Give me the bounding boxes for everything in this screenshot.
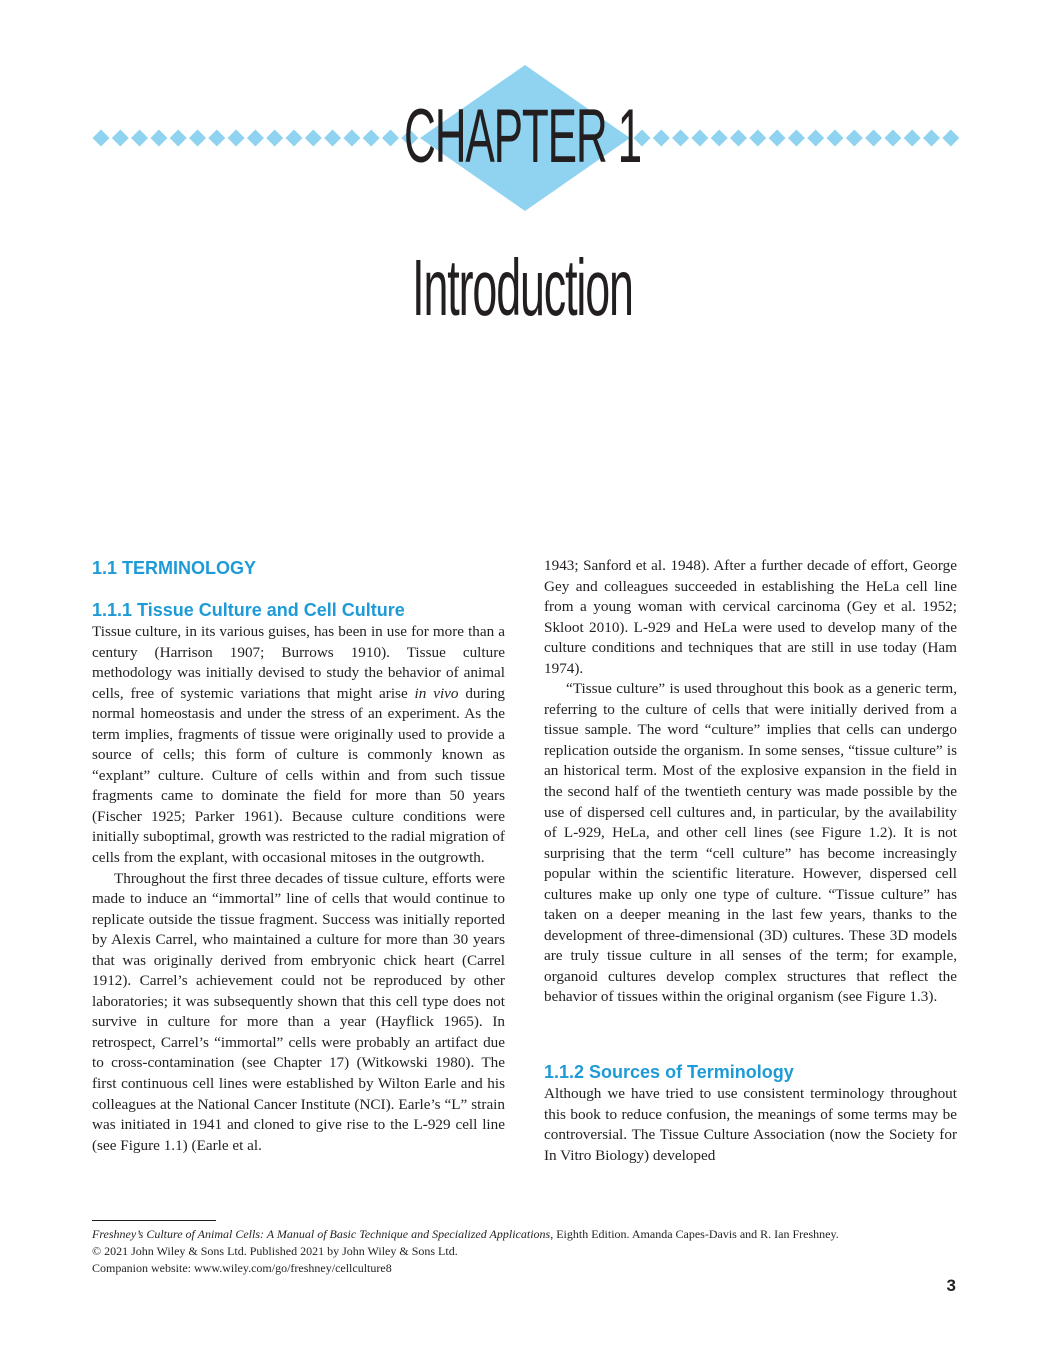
small-diamond	[93, 130, 110, 147]
section-heading-1-1-1: 1.1.1 Tissue Culture and Cell Culture	[92, 600, 405, 620]
paragraph: Although we have tried to use consistent terminology throughout this book to reduce confusion, the meanings of some terms may be controversial. The Tissue Culture Association (now the Society for In Vitro Biology) developed	[544, 1085, 957, 1164]
footnote	[92, 1226, 972, 1277]
section-heading-1-1-2: 1.1.2 Sources of Terminology	[544, 1062, 794, 1083]
left-column	[92, 556, 505, 1156]
small-diamond	[846, 130, 863, 147]
small-diamond	[923, 130, 940, 147]
small-diamond	[112, 130, 129, 147]
page-number: 3	[946, 1276, 956, 1295]
small-diamond	[189, 130, 206, 147]
small-diamond	[942, 130, 959, 147]
small-diamond	[131, 130, 148, 147]
emphasis: in vivo	[414, 684, 459, 702]
small-diamond	[884, 130, 901, 147]
paragraph: Throughout the first three decades of tissue culture, efforts were made to induce an “immortal” line of cells that would continue to replicate outside the tissue fragment. Success was initially reported by Alexis Carrel, who maintained a culture for more than 30 years that was originally derived from embryonic chick heart (Carrel 1912). Carrel’s achievement could not be reproduced by other laboratories; it was subsequently shown that this cell type does not survive in culture for more than a year (Hayflick 1965). In retrospect, Carrel’s “immortal” cells were probably an artifact due to cross-contamination (see Chapter 17) (Witkowski 1980). The first continuous cell lines were established by Wilton Earle and his colleagues at the National Cancer Institute (NCI). Earle’s “L” strain was initiated in 1941 and cloned to give rise to the L-929 cell line (see Figure 1.1) (Earle et al.	[92, 869, 505, 1154]
chapter-label: CHAPTER 1	[404, 94, 641, 179]
small-diamond	[170, 130, 187, 147]
section-heading-1-1: 1.1 TERMINOLOGY	[92, 558, 257, 578]
right-column	[544, 556, 957, 1166]
paragraph: “Tissue culture” is used throughout this book as a generic term, referring to the culture of cells that were initially derived from a tissue sample. The word “culture” implies that cells can undergo replication outside the organism. In some senses, “tissue culture” is an historical term. Most of the explosive expansion in the field in the second half of the twentieth century was made possible by the use of dispersed cell cultures and, in particular, by the availability of L-929, HeLa, and other cell lines (see Figure 1.2). It is not surprising that the term “cell culture” has become increasingly popular within the scientific literature. However, dispersed cell cultures make up only one type of culture. “Tissue culture” has taken on a deeper meaning in the last few years, thanks to the development of three-dimensional (3D) cultures. These 3D models are truly tissue culture in all senses of the term; for example, organoid cultures develop complex structures that reflect the behavior of tissues within the original organism (see Figure 1.3).	[544, 680, 957, 1006]
small-diamond	[827, 130, 844, 147]
footnote-website: Companion website: www.wiley.com/go/freshney/cellculture8	[92, 1261, 392, 1275]
paragraph: 1943; Sanford et al. 1948). After a further decade of effort, George Gey and colleagues succeeded in establishing the HeLa cell line from a young woman with cervical carcinoma (Gey et al. 1952; Skloot 2010). L-929 and HeLa were used to develop many of the culture conditions and techniques that are still in use today (Ham 1974).	[544, 557, 957, 677]
small-diamond	[904, 130, 921, 147]
footnote-copyright: © 2021 John Wiley & Sons Ltd. Published 2021 by John Wiley & Sons Ltd.	[92, 1244, 458, 1258]
paragraph: Tissue culture, in its various guises, has been in use for more than a century (Harrison 1907; Burrows 1910). Tissue culture methodology was initially devised to study the behavior of animal cells, free of systemic variations that might arise in vivo during normal homeostasis and under the stress of an experiment. As the term implies, fragments of tissue were originally used to provide a source of cells; this form of culture is commonly known as “explant” culture. Culture of cells within and from such tissue fragments came to dominate the field for more than 50 years (Fischer 1925; Parker 1961). Because culture conditions were initially suboptimal, growth was restricted to the radial migration of cells from the explant, with occasional mitoses in the outgrowth.	[92, 623, 505, 867]
small-diamond	[150, 130, 167, 147]
small-diamond	[865, 130, 882, 147]
footnote-citation: Freshney’s Culture of Animal Cells: A Manual of Basic Technique and Specialized Applications, Eighth Edition. Amanda Capes-Davis and R. Ian Freshney.	[92, 1227, 839, 1241]
footnote-rule	[92, 1220, 216, 1221]
chapter-title: Introduction	[412, 243, 633, 332]
